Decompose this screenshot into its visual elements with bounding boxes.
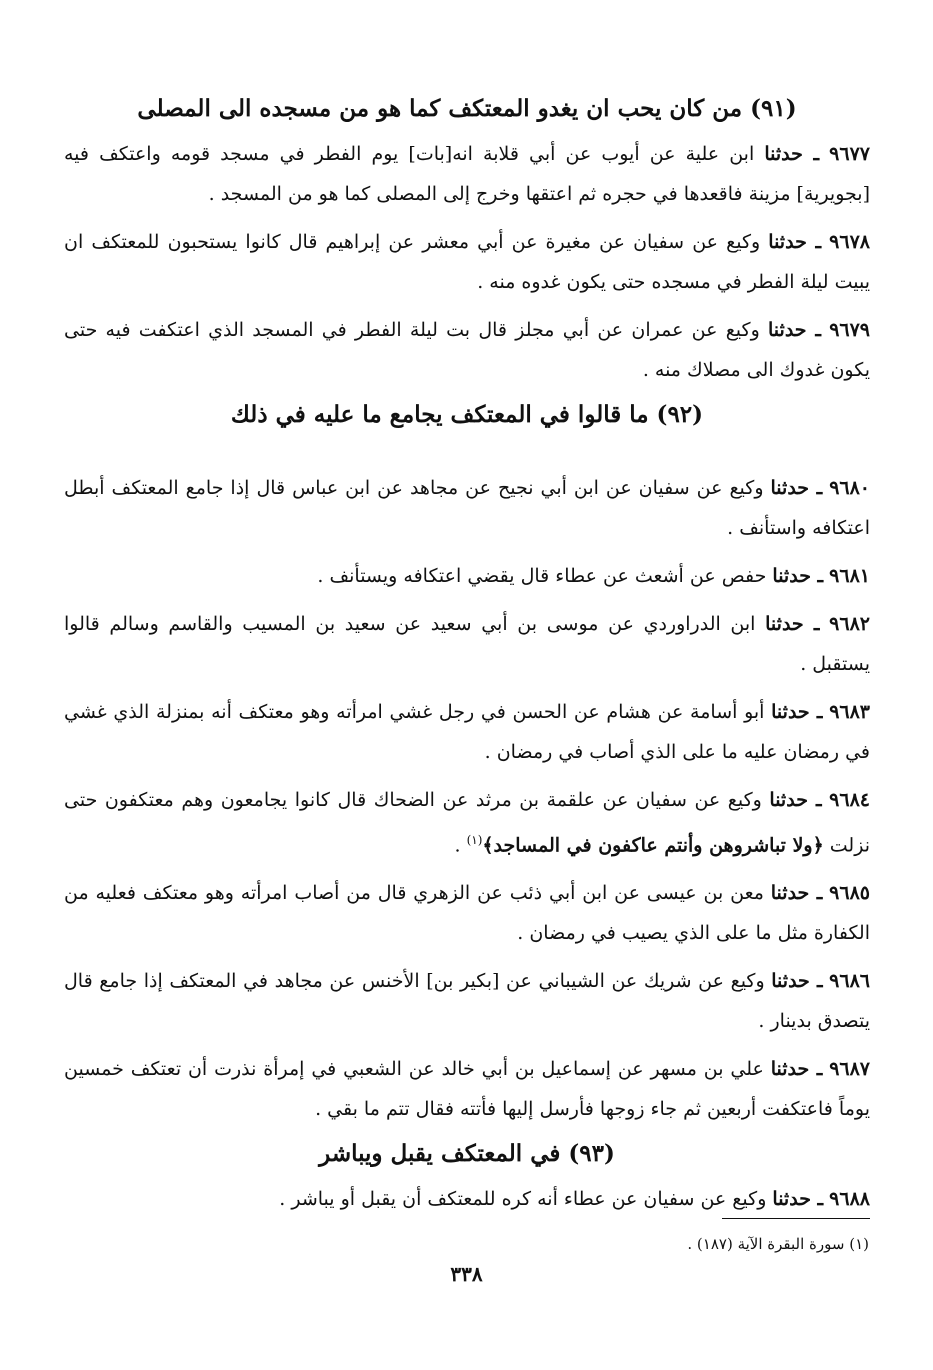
hadathana-label: ـ حدثنا bbox=[768, 231, 822, 253]
section-93 bbox=[64, 1137, 870, 1219]
hadith-entry bbox=[64, 310, 870, 390]
hadathana-label: ـ حدثنا bbox=[768, 319, 821, 341]
hadith-entry bbox=[64, 1049, 870, 1129]
hadith-text: وكيع عن سفيان عن مغيرة عن أبي معشر عن إبراهيم قال كانوا يستحبون للمعتكف ان يبيت ليلة الفطر في مسجده حتى يكون غدوه منه . bbox=[64, 231, 870, 293]
hadith-number: ٩٦٧٨ bbox=[829, 231, 870, 253]
hadathana-label: ـ حدثنا bbox=[764, 143, 820, 165]
hadathana-label: ـ حدثنا bbox=[771, 970, 823, 993]
hadith-text: ابن علية عن أيوب عن أبي قلابة انه[بات] يوم الفطر في مسجد قومه واعتكف فيه [بجويرية] مزينة فاقعدها في حجره ثم اعتقها وخرج إلى المصلى كما هو من المسجد . bbox=[64, 143, 870, 205]
hadith-entry bbox=[64, 604, 870, 684]
hadathana-label: ـ حدثنا bbox=[770, 882, 823, 905]
hadith-entry bbox=[64, 873, 870, 953]
hadathana-label: ـ حدثنا bbox=[765, 613, 820, 635]
section-92 bbox=[64, 398, 870, 1129]
hadith-number: ٩٦٨١ bbox=[829, 565, 870, 587]
footnote: (١) سورة البقرة الآية (١٨٧) . bbox=[687, 1235, 869, 1253]
hadith-text-tail: . bbox=[454, 834, 467, 857]
hadith-entry bbox=[64, 468, 870, 548]
section-heading: (٩٣) في المعتكف يقبل ويباشر bbox=[319, 1140, 615, 1168]
hadathana-label: ـ حدثنا bbox=[772, 1188, 824, 1211]
hadith-entry bbox=[64, 1179, 870, 1219]
hadith-number: ٩٦٨٨ bbox=[829, 1188, 870, 1211]
hadith-number: ٩٦٧٧ bbox=[829, 143, 870, 165]
hadith-entry bbox=[64, 134, 870, 214]
section-heading: (٩٢) ما قالوا في المعتكف يجامع ما عليه في ذلك bbox=[230, 401, 704, 428]
hadith-number: ٩٦٨٤ bbox=[829, 789, 870, 811]
hadathana-label: ـ حدثنا bbox=[770, 1058, 823, 1081]
hadith-text: معن بن عيسى عن ابن أبي ذئب عن الزهري قال من أصاب امرأته وهو معتكف فعليه من الكفارة مثل ما على الذي يصيب في رمضان . bbox=[64, 882, 870, 945]
hadith-entry bbox=[64, 780, 870, 865]
hadathana-label: ـ حدثنا bbox=[770, 477, 823, 499]
hadith-number: ٩٦٨٧ bbox=[829, 1058, 871, 1081]
hadith-number: ٩٦٨٦ bbox=[829, 970, 870, 993]
hadith-text: وكيع عن شريك عن الشيباني عن [بكير بن] الأخنس عن مجاهد في المعتكف إذا جامع قال يتصدق بدينار . bbox=[64, 970, 870, 1033]
hadith-text: علي بن مسهر عن إسماعيل بن أبي خالد عن الشعبي في إمرأة نذرت أن تعتكف خمسين يوماً فاعتكفت أربعين ثم جاء زوجها فأرسل إليها فأتته فقال تتم ما بقي . bbox=[64, 1058, 870, 1121]
quran-verse: ﴿ولا تباشروهن وأنتم عاكفون في المساجد﴾ bbox=[482, 834, 824, 857]
footnote-divider bbox=[722, 1218, 870, 1219]
hadith-number: ٩٦٧٩ bbox=[829, 319, 871, 341]
footnote-ref[interactable]: (١) bbox=[466, 833, 483, 847]
section-heading: (٩١) من كان يحب ان يغدو المعتكف كما هو من مسجده الى المصلى bbox=[137, 95, 797, 122]
hadith-text: وكيع عن سفيان عن علقمة بن مرثد عن الضحاك قال كانوا يجامعون وهم معتكفون حتى نزلت bbox=[64, 789, 870, 857]
hadith-number: ٩٦٨٥ bbox=[829, 882, 870, 905]
hadith-number: ٩٦٨٢ bbox=[829, 613, 870, 635]
hadith-text: أبو أسامة عن هشام عن الحسن في رجل غشي امرأته وهو معتكف أنه بمنزلة الذي غشي في رمضان عليه ما على الذي أصاب في رمضان . bbox=[64, 701, 870, 763]
hadith-number: ٩٦٨٣ bbox=[829, 701, 871, 723]
page-body bbox=[64, 92, 870, 1227]
hadathana-label: ـ حدثنا bbox=[772, 565, 824, 587]
hadith-entry bbox=[64, 222, 870, 302]
hadith-entry bbox=[64, 556, 870, 596]
hadith-entry bbox=[64, 692, 870, 772]
hadathana-label: ـ حدثنا bbox=[769, 789, 822, 811]
page-number: ٣٣٨ bbox=[450, 1262, 483, 1286]
hadathana-label: ـ حدثنا bbox=[771, 701, 823, 723]
hadith-text: ابن الدراوردي عن موسى بن أبي سعيد عن سعيد بن المسيب والقاسم وسالم قالوا يستقبل . bbox=[64, 613, 870, 675]
hadith-text: وكيع عن سفيان عن ابن أبي نجيح عن مجاهد عن ابن عباس قال إذا جامع المعتكف أبطل اعتكافه واستأنف . bbox=[64, 477, 870, 539]
hadith-text: وكيع عن عمران عن أبي مجلز قال بت ليلة الفطر في المسجد الذي اعتكفت فيه حتى يكون غدوك الى مصلاك منه . bbox=[64, 319, 870, 381]
section-91 bbox=[64, 92, 870, 390]
hadith-number: ٩٦٨٠ bbox=[829, 477, 871, 499]
hadith-entry bbox=[64, 961, 870, 1041]
hadith-text: حفص عن أشعث عن عطاء قال يقضي اعتكافه ويستأنف . bbox=[317, 565, 773, 587]
hadith-text: وكيع عن سفيان عن عطاء أنه كره للمعتكف أن يقبل أو يباشر . bbox=[279, 1188, 773, 1211]
